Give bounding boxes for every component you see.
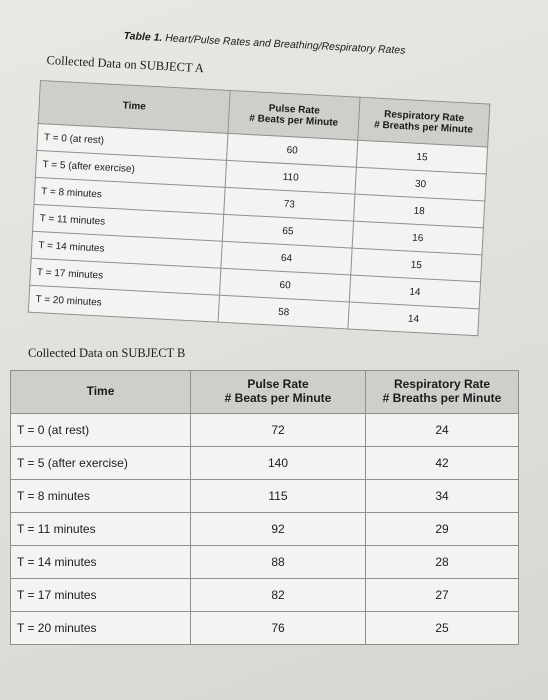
table-row — [11, 447, 519, 480]
resp-cell: 27 — [366, 579, 519, 612]
table-row — [11, 546, 519, 579]
pulse-cell: 82 — [191, 579, 366, 612]
resp-header — [366, 371, 519, 414]
pulse-cell: 92 — [191, 513, 366, 546]
time-cell: T = 11 minutes — [11, 513, 191, 546]
table-number: Table 1. — [123, 30, 163, 45]
table-header-row — [11, 371, 519, 414]
pulse-header-title: Pulse Rate — [247, 377, 309, 392]
pulse-header-unit: # Beats per Minute — [224, 391, 332, 405]
table-row — [11, 414, 519, 447]
resp-cell: 18 — [354, 194, 485, 228]
time-cell: T = 0 (at rest) — [37, 123, 228, 160]
time-cell: T = 17 minutes — [11, 579, 191, 612]
time-cell: T = 17 minutes — [30, 258, 221, 295]
subject-b-caption: Collected Data on SUBJECT B — [28, 346, 186, 360]
resp-header-title: Respiratory Rate — [393, 377, 491, 392]
resp-cell: 30 — [355, 167, 486, 201]
pulse-cell: 76 — [191, 612, 366, 645]
subject-a-table-body — [28, 123, 487, 335]
pulse-cell: 60 — [219, 268, 350, 302]
resp-cell: 15 — [351, 248, 482, 282]
time-cell: T = 20 minutes — [28, 285, 219, 322]
resp-cell: 14 — [348, 302, 479, 336]
table-title-text: Heart/Pulse Rates and Breathing/Respiratory Rates — [164, 32, 406, 57]
pulse-cell: 73 — [224, 187, 355, 221]
subject-b-table — [10, 370, 519, 645]
subject-a-table — [28, 80, 491, 336]
time-cell: T = 11 minutes — [33, 204, 224, 241]
time-cell: T = 14 minutes — [31, 231, 222, 268]
table-row — [11, 612, 519, 645]
table-row — [11, 513, 519, 546]
pulse-cell: 140 — [191, 447, 366, 480]
time-header: Time — [38, 81, 230, 134]
resp-cell: 29 — [366, 513, 519, 546]
table-row — [11, 480, 519, 513]
resp-cell: 42 — [366, 447, 519, 480]
resp-cell: 25 — [366, 612, 519, 645]
subject-a-table-wrapper — [28, 80, 491, 336]
table-title — [123, 30, 405, 57]
pulse-cell: 65 — [222, 214, 353, 248]
resp-cell: 15 — [356, 140, 487, 174]
subject-b-table-wrapper — [10, 370, 519, 645]
pulse-cell: 58 — [218, 295, 349, 329]
resp-cell: 34 — [366, 480, 519, 513]
resp-header-title: Respiratory Rate — [383, 108, 465, 124]
resp-cell: 14 — [349, 275, 480, 309]
pulse-cell: 88 — [191, 546, 366, 579]
time-cell: T = 8 minutes — [11, 480, 191, 513]
pulse-cell: 64 — [221, 241, 352, 275]
time-cell: T = 5 (after exercise) — [11, 447, 191, 480]
pulse-header — [228, 90, 360, 140]
pulse-cell: 72 — [191, 414, 366, 447]
time-cell: T = 8 minutes — [34, 177, 225, 214]
resp-cell: 24 — [366, 414, 519, 447]
pulse-header-title: Pulse Rate — [268, 102, 321, 117]
subject-b-table-body — [11, 414, 519, 645]
pulse-header-unit: # Beats per Minute — [249, 113, 339, 129]
resp-cell: 16 — [352, 221, 483, 255]
pulse-cell: 115 — [191, 480, 366, 513]
resp-header — [358, 97, 490, 147]
time-cell: T = 5 (after exercise) — [35, 150, 226, 187]
resp-header-unit: # Breaths per Minute — [382, 391, 502, 405]
time-cell: T = 14 minutes — [11, 546, 191, 579]
time-cell: T = 0 (at rest) — [11, 414, 191, 447]
pulse-header — [191, 371, 366, 414]
pulse-cell: 60 — [227, 133, 358, 167]
resp-header-unit: # Breaths per Minute — [373, 119, 474, 136]
table-row — [11, 579, 519, 612]
pulse-cell: 110 — [225, 160, 356, 194]
time-cell: T = 20 minutes — [11, 612, 191, 645]
subject-a-caption: Collected Data on SUBJECT A — [46, 53, 205, 76]
time-header: Time — [11, 371, 191, 414]
resp-cell: 28 — [366, 546, 519, 579]
